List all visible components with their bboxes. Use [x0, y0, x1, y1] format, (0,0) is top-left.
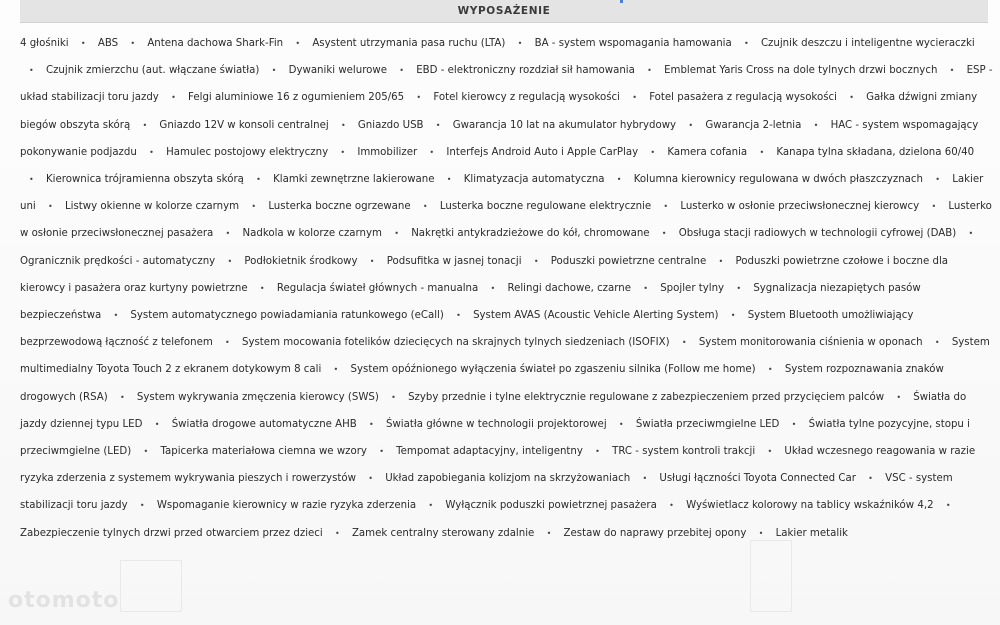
- equipment-item: EBD - elektroniczny rozdział sił hamowania: [416, 65, 635, 77]
- equipment-item: Podłokietnik środkowy: [244, 255, 358, 267]
- equipment-item: Poduszki powietrzne centralne: [550, 255, 707, 267]
- equipment-item: Czujnik deszczu i inteligentne wycieraczki: [760, 38, 975, 49]
- bullet-separator: •: [391, 392, 396, 402]
- equipment-item: System wykrywania zmęczenia kierowcy (SWS): [136, 391, 379, 403]
- bullet-separator: •: [546, 528, 552, 538]
- bullet-separator: •: [369, 419, 374, 429]
- equipment-item: System automatycznego powiadamiania ratunkowego (eCall): [130, 310, 444, 322]
- equipment-item: TRC - system kontroli trakcji: [612, 446, 756, 458]
- equipment-item: Gałka dźwigni zmiany biegów obszyta skórą: [20, 92, 978, 131]
- bullet-separator: •: [369, 256, 375, 266]
- equipment-item: HAC - system wspomagający pokonywanie podjazdu: [20, 119, 979, 158]
- equipment-item: BA - system wspomagania hamowania: [534, 38, 732, 49]
- equipment-item: Światła do jazdy dziennej typu LED: [20, 391, 967, 430]
- bullet-separator: •: [661, 229, 667, 239]
- equipment-item: Antena dachowa Shark-Fin: [147, 38, 284, 49]
- equipment-item: Podsufitka w jasnej tonacji: [386, 255, 522, 267]
- bullet-separator: •: [340, 120, 346, 130]
- bullet-separator: •: [517, 39, 523, 48]
- bullet-separator: •: [435, 120, 441, 130]
- equipment-item: Lusterko w osłonie przeciwsłonecznej kierowcy: [680, 201, 920, 213]
- bullet-separator: •: [340, 147, 346, 157]
- bullet-separator: •: [935, 175, 940, 185]
- bullet-separator: •: [456, 311, 461, 321]
- equipment-item: Poduszki powietrzne czołowe i boczne dla kierowcy i pasażera oraz kurtyny powietrzne: [20, 255, 949, 294]
- bullet-separator: •: [718, 256, 724, 266]
- bullet-separator: •: [632, 93, 637, 103]
- equipment-list: [20, 30, 995, 547]
- bullet-separator: •: [256, 175, 261, 185]
- equipment-item: Asystent utrzymania pasa ruchu (LTA): [312, 38, 506, 49]
- equipment-item: Kanapa tylna składana, dzielona 60/40: [776, 146, 975, 158]
- bullet-separator: •: [945, 501, 951, 511]
- equipment-item: VSC - system stabilizacji toru jazdy: [20, 473, 953, 512]
- bullet-separator: •: [767, 447, 773, 457]
- bullet-separator: •: [736, 283, 742, 293]
- equipment-item: Lusterka boczne ogrzewane: [268, 201, 411, 213]
- bullet-separator: •: [663, 202, 669, 212]
- equipment-item: Ogranicznik prędkości - automatyczny: [20, 255, 216, 267]
- equipment-item: Światła tylne pozycyjne, stopu i przeciwmgielne (LED): [20, 418, 970, 458]
- equipment-item: Światła przeciwmgielne LED: [635, 418, 780, 430]
- bullet-separator: •: [595, 447, 600, 457]
- bullet-separator: •: [379, 447, 384, 457]
- bullet-separator: •: [647, 66, 652, 76]
- equipment-item: Obsługa stacji radiowych w technologii cyfrowej (DAB): [678, 228, 957, 240]
- equipment-item: Nadkola w kolorze czarnym: [242, 228, 382, 240]
- equipment-item: Czujnik zmierzchu (aut. włączane światła): [45, 65, 260, 77]
- equipment-item: System monitorowania ciśnienia w oponach: [698, 337, 923, 349]
- bullet-separator: •: [399, 66, 404, 76]
- equipment-item: System rozpoznawania znaków drogowych (RSA): [20, 364, 944, 403]
- bullet-separator: •: [259, 283, 265, 293]
- bullet-separator: •: [428, 501, 434, 511]
- bullet-separator: •: [446, 175, 452, 185]
- equipment-item: Klimatyzacja automatyczna: [463, 174, 605, 186]
- equipment-item: Tempomat adaptacyjny, inteligentny: [396, 446, 583, 458]
- equipment-item: System AVAS (Acoustic Vehicle Alerting System): [473, 310, 719, 322]
- bullet-separator: •: [896, 392, 902, 402]
- equipment-item: Hamulec postojowy elektryczny: [166, 146, 329, 158]
- equipment-item: Interfejs Android Auto i Apple CarPlay: [446, 146, 639, 158]
- bullet-separator: •: [642, 474, 648, 484]
- bullet-separator: •: [251, 202, 257, 212]
- bullet-separator: •: [149, 147, 154, 157]
- bullet-separator: •: [650, 147, 656, 157]
- equipment-item: Kierownica trójramienna obszyta skórą: [45, 174, 244, 186]
- bullet-separator: •: [616, 175, 622, 185]
- equipment-item: Regulacja świateł głównych - manualna: [276, 282, 479, 294]
- equipment-item: Nakrętki antykradzieżowe do kół, chromowane: [411, 228, 650, 240]
- equipment-item: Relingi dachowe, czarne: [507, 282, 631, 294]
- bullet-separator: •: [934, 338, 940, 348]
- bullet-separator: •: [368, 474, 373, 484]
- bullet-separator: •: [743, 39, 749, 48]
- background-decoration: [120, 560, 182, 612]
- equipment-item: Immobilizer: [357, 146, 418, 158]
- bullet-separator: •: [643, 283, 648, 293]
- bullet-separator: •: [968, 229, 974, 239]
- equipment-item: System Bluetooth umożliwiający bezprzewodową łączność z telefonem: [20, 310, 914, 349]
- equipment-item: Wyłącznik poduszki powietrznej pasażera: [445, 500, 657, 512]
- section-header-bar: [20, 0, 988, 23]
- equipment-item: Fotel kierowcy z regulacją wysokości: [433, 92, 620, 104]
- bullet-separator: •: [949, 66, 955, 76]
- equipment-item: Światła główne w technologii projektorowej: [386, 418, 607, 430]
- bullet-separator: •: [669, 501, 674, 511]
- bullet-separator: •: [618, 419, 624, 429]
- background-decoration: [750, 540, 792, 612]
- equipment-item: Lusterko w osłonie przeciwsłonecznej pasażera: [20, 201, 992, 240]
- equipment-item: Klamki zewnętrzne lakierowane: [273, 174, 435, 186]
- equipment-item: System mocowania fotelików dziecięcych na skrajnych tylnych siedzeniach (ISOFIX): [242, 337, 670, 349]
- equipment-item: Szyby przednie i tylne elektrycznie regulowane z zabezpieczeniem przed przycięciem palców: [408, 391, 885, 403]
- equipment-item: Lakier uni: [20, 174, 984, 213]
- equipment-item: Sygnalizacja niezapiętych pasów bezpieczeństwa: [20, 282, 921, 322]
- equipment-item: Zestaw do naprawy przebitej opony: [563, 527, 747, 539]
- equipment-item: 4 głośniki: [20, 38, 69, 49]
- equipment-item: Zamek centralny sterowany zdalnie: [351, 527, 535, 539]
- equipment-item: System multimedialny Toyota Touch 2 z ekranem dotykowym 8 cali: [20, 337, 990, 376]
- bullet-separator: •: [429, 147, 435, 157]
- equipment-item: Kolumna kierownicy regulowana w dwóch płaszczyznach: [633, 174, 923, 186]
- equipment-item: Emblemat Yaris Cross na dole tylnych drzwi bocznych: [664, 65, 938, 77]
- bullet-separator: •: [113, 311, 119, 321]
- bullet-separator: •: [139, 501, 145, 511]
- bullet-separator: •: [295, 39, 301, 48]
- equipment-item: Lakier metalik: [775, 527, 848, 539]
- equipment-item: Kamera cofania: [667, 146, 748, 158]
- equipment-item: Wspomaganie kierownicy w razie ryzyka zderzenia: [156, 500, 417, 512]
- bullet-separator: •: [143, 447, 149, 457]
- equipment-item: Zabezpieczenie tylnych drzwi przed otwarciem przez dzieci: [20, 527, 323, 539]
- bullet-separator: •: [225, 229, 231, 239]
- bullet-separator: •: [29, 175, 34, 185]
- section-title: WYPOSAŻENIE: [457, 5, 551, 17]
- equipment-item: Wyświetlacz kolorowy na tablicy wskaźników 4,2: [686, 500, 934, 512]
- equipment-item: Układ zapobiegania kolizjom na skrzyżowaniach: [385, 473, 631, 485]
- bullet-separator: •: [490, 283, 496, 293]
- bullet-separator: •: [142, 120, 148, 130]
- bullet-separator: •: [931, 202, 937, 212]
- equipment-item: ABS: [97, 38, 119, 49]
- bullet-separator: •: [80, 39, 86, 48]
- bullet-separator: •: [227, 256, 233, 266]
- equipment-item: Światła drogowe automatyczne AHB: [171, 418, 357, 430]
- header-accent-mark: [620, 0, 623, 3]
- bullet-separator: •: [416, 93, 422, 103]
- bullet-separator: •: [758, 528, 764, 538]
- bullet-separator: •: [681, 338, 687, 348]
- bullet-separator: •: [333, 365, 339, 375]
- bullet-separator: •: [849, 93, 854, 103]
- equipment-item: Gniazdo 12V w konsoli centralnej: [159, 119, 329, 131]
- bullet-separator: •: [791, 419, 797, 429]
- bullet-separator: •: [394, 229, 399, 239]
- bullet-separator: •: [29, 66, 34, 76]
- bullet-separator: •: [767, 365, 773, 375]
- equipment-item: Gniazdo USB: [357, 119, 424, 131]
- bullet-separator: •: [130, 39, 136, 48]
- equipment-item: Gwarancja 10 lat na akumulator hybrydowy: [452, 119, 677, 131]
- bullet-separator: •: [154, 419, 160, 429]
- equipment-item: Układ wczesnego reagowania w razie ryzyka zderzenia z systemem wykrywania pieszych i rowerzystów: [20, 446, 976, 485]
- bullet-separator: •: [334, 528, 340, 538]
- bullet-separator: •: [225, 338, 230, 348]
- equipment-item: ESP - układ stabilizacji toru jazdy: [20, 65, 993, 104]
- bullet-separator: •: [48, 202, 53, 212]
- bullet-separator: •: [759, 147, 765, 157]
- bullet-separator: •: [171, 93, 176, 103]
- equipment-item: Fotel pasażera z regulacją wysokości: [649, 92, 837, 104]
- watermark-logo: otomoto: [8, 588, 120, 613]
- bullet-separator: •: [533, 256, 539, 266]
- equipment-item: Felgi aluminiowe 16 z ogumieniem 205/65: [188, 92, 405, 104]
- equipment-item: Tapicerka materiałowa ciemna we wzory: [160, 446, 367, 458]
- bullet-separator: •: [813, 120, 819, 130]
- bullet-separator: •: [688, 120, 694, 130]
- bullet-separator: •: [119, 392, 125, 402]
- bullet-separator: •: [271, 66, 277, 76]
- equipment-item: System opóźnionego wyłączenia świateł po zgaszeniu silnika (Follow me home): [350, 364, 756, 376]
- equipment-item: Listwy okienne w kolorze czarnym: [64, 201, 240, 213]
- equipment-item: Gwarancja 2-letnia: [705, 119, 802, 131]
- equipment-item: Spojler tylny: [660, 282, 725, 294]
- equipment-item: Lusterka boczne regulowane elektrycznie: [439, 201, 652, 213]
- bullet-separator: •: [730, 311, 736, 321]
- equipment-item: Usługi łączności Toyota Connected Car: [659, 473, 856, 485]
- bullet-separator: •: [868, 474, 873, 484]
- equipment-item: Dywaniki welurowe: [288, 65, 387, 77]
- bullet-separator: •: [422, 202, 428, 212]
